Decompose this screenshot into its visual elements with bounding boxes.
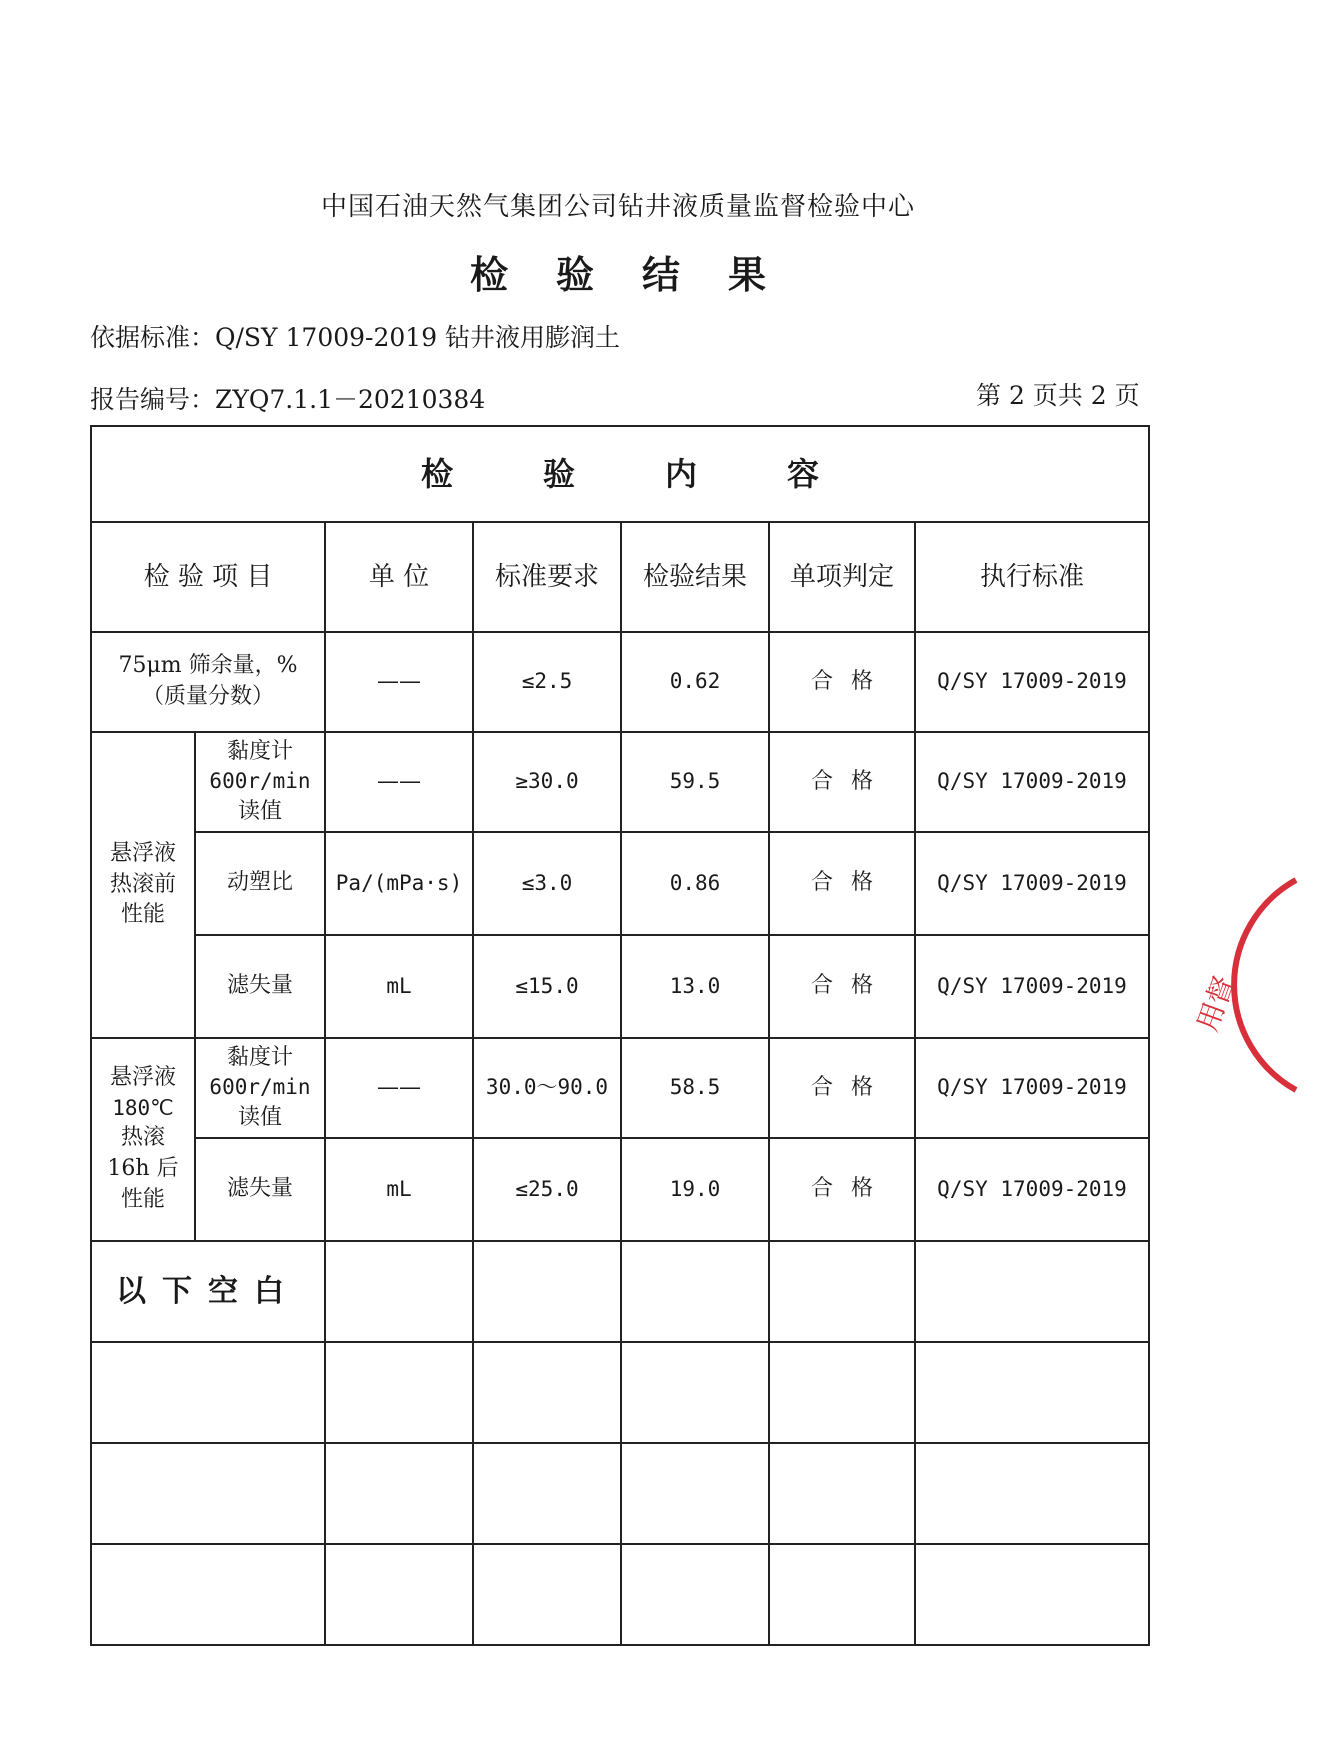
judgment-cell: 合格 (769, 1038, 915, 1138)
result-cell: 19.0 (621, 1138, 769, 1241)
result-cell: 59.5 (621, 732, 769, 832)
table-row (91, 1342, 1149, 1443)
judgment-cell: 合格 (769, 832, 915, 935)
item-line: 75μm 筛余量，% (118, 653, 298, 679)
empty-cell (91, 1443, 325, 1544)
empty-cell (91, 1342, 325, 1443)
requirement-cell: ≤25.0 (473, 1138, 621, 1241)
empty-cell (769, 1342, 915, 1443)
table-row (91, 1138, 1149, 1241)
official-seal-stamp (1190, 870, 1336, 1100)
group-line: 热滚 (120, 1125, 165, 1151)
empty-cell (915, 1241, 1149, 1342)
column-header-standard: 执行标准 (915, 522, 1149, 632)
table-row (91, 732, 1149, 832)
empty-cell (325, 1342, 473, 1443)
empty-cell (769, 1443, 915, 1544)
report-label: 报告编号： (90, 385, 216, 414)
empty-cell (621, 1544, 769, 1645)
column-header-judgment: 单项判定 (769, 522, 915, 632)
requirement-cell: 30.0～90.0 (473, 1038, 621, 1138)
report-value: ZYQ7.1.1－20210384 (215, 385, 486, 414)
item-cell (195, 732, 325, 832)
report-number-line (90, 380, 485, 416)
standard-cell: Q/SY 17009-2019 (915, 1038, 1149, 1138)
result-cell: 13.0 (621, 935, 769, 1038)
empty-cell (621, 1342, 769, 1443)
unit-cell: mL (325, 1138, 473, 1241)
judgment-cell: 合格 (769, 732, 915, 832)
empty-cell (769, 1544, 915, 1645)
standard-cell: Q/SY 17009-2019 (915, 935, 1149, 1038)
empty-cell (621, 1443, 769, 1544)
empty-cell (621, 1241, 769, 1342)
unit-cell: mL (325, 935, 473, 1038)
column-header-row (91, 522, 1149, 632)
result-cell: 0.86 (621, 832, 769, 935)
result-cell: 0.62 (621, 632, 769, 732)
table-row (91, 935, 1149, 1038)
item-line: 黏度计 (226, 738, 293, 764)
page-indicator: 第 2 页共 2 页 (976, 381, 1140, 410)
empty-cell (325, 1241, 473, 1342)
table-row (91, 832, 1149, 935)
table-row (91, 632, 1149, 732)
empty-cell (473, 1342, 621, 1443)
group-line: 16h 后 (107, 1156, 179, 1182)
blank-below-note: 以下空白 (91, 1241, 325, 1342)
item-cell: 滤失量 (195, 1138, 325, 1241)
table-row (91, 1038, 1149, 1138)
item-cell (195, 1038, 325, 1138)
item-line: （质量分数） (141, 684, 274, 709)
standard-cell: Q/SY 17009-2019 (915, 732, 1149, 832)
empty-cell (473, 1241, 621, 1342)
group-line: 热滚前 (109, 871, 176, 897)
basis-value: Q/SY 17009-2019 钻井液用膨润土 (215, 323, 621, 352)
group-line: 性能 (120, 902, 165, 928)
item-cell (91, 632, 325, 732)
requirement-cell: ≤2.5 (473, 632, 621, 732)
item-line: 读值 (237, 798, 282, 824)
column-header-item: 检 验 项 目 (91, 522, 325, 632)
column-header-unit: 单 位 (325, 522, 473, 632)
group-line: 性能 (120, 1186, 165, 1212)
empty-cell (915, 1544, 1149, 1645)
requirement-cell: ≥30.0 (473, 732, 621, 832)
group-line: 悬浮液 (109, 1065, 176, 1091)
unit-cell: —— (325, 732, 473, 832)
empty-cell (915, 1443, 1149, 1544)
empty-cell (325, 1443, 473, 1544)
judgment-cell: 合格 (769, 632, 915, 732)
group-cell-after-rolling (91, 1038, 195, 1241)
standard-cell: Q/SY 17009-2019 (915, 832, 1149, 935)
standard-cell: Q/SY 17009-2019 (915, 1138, 1149, 1241)
group-line: 悬浮液 (109, 840, 176, 866)
basis-label: 依据标准： (90, 323, 216, 352)
empty-cell (769, 1241, 915, 1342)
item-cell: 动塑比 (195, 832, 325, 935)
column-header-result: 检验结果 (621, 522, 769, 632)
seal-text: 用督 (1190, 971, 1241, 1036)
organization-name: 中国石油天然气集团公司钻井液质量监督检验中心 (320, 192, 915, 222)
results-table (90, 425, 1150, 1646)
table-row (91, 1544, 1149, 1645)
table-row (91, 1443, 1149, 1544)
empty-cell (473, 1443, 621, 1544)
item-line: 600r/min (209, 769, 311, 794)
item-cell: 滤失量 (195, 935, 325, 1038)
group-cell-before-rolling (91, 732, 195, 1038)
unit-cell: Pa/(mPa·s) (325, 832, 473, 935)
unit-cell: —— (325, 632, 473, 732)
unit-cell: —— (325, 1038, 473, 1138)
standard-cell: Q/SY 17009-2019 (915, 632, 1149, 732)
empty-cell (325, 1544, 473, 1645)
result-cell: 58.5 (621, 1038, 769, 1138)
table-row (91, 1241, 1149, 1342)
item-line: 600r/min (209, 1075, 311, 1100)
requirement-cell: ≤3.0 (473, 832, 621, 935)
document-title: 检验结果 (469, 252, 814, 297)
group-line: 180℃ (112, 1096, 174, 1120)
item-line: 黏度计 (226, 1044, 293, 1070)
column-header-requirement: 标准要求 (473, 522, 621, 632)
requirement-cell: ≤15.0 (473, 935, 621, 1038)
item-line: 读值 (237, 1104, 282, 1130)
empty-cell (473, 1544, 621, 1645)
judgment-cell: 合格 (769, 935, 915, 1038)
empty-cell (91, 1544, 325, 1645)
judgment-cell: 合格 (769, 1138, 915, 1241)
basis-standard-line (90, 318, 620, 354)
section-title: 检验内容 (91, 426, 1149, 522)
empty-cell (915, 1342, 1149, 1443)
